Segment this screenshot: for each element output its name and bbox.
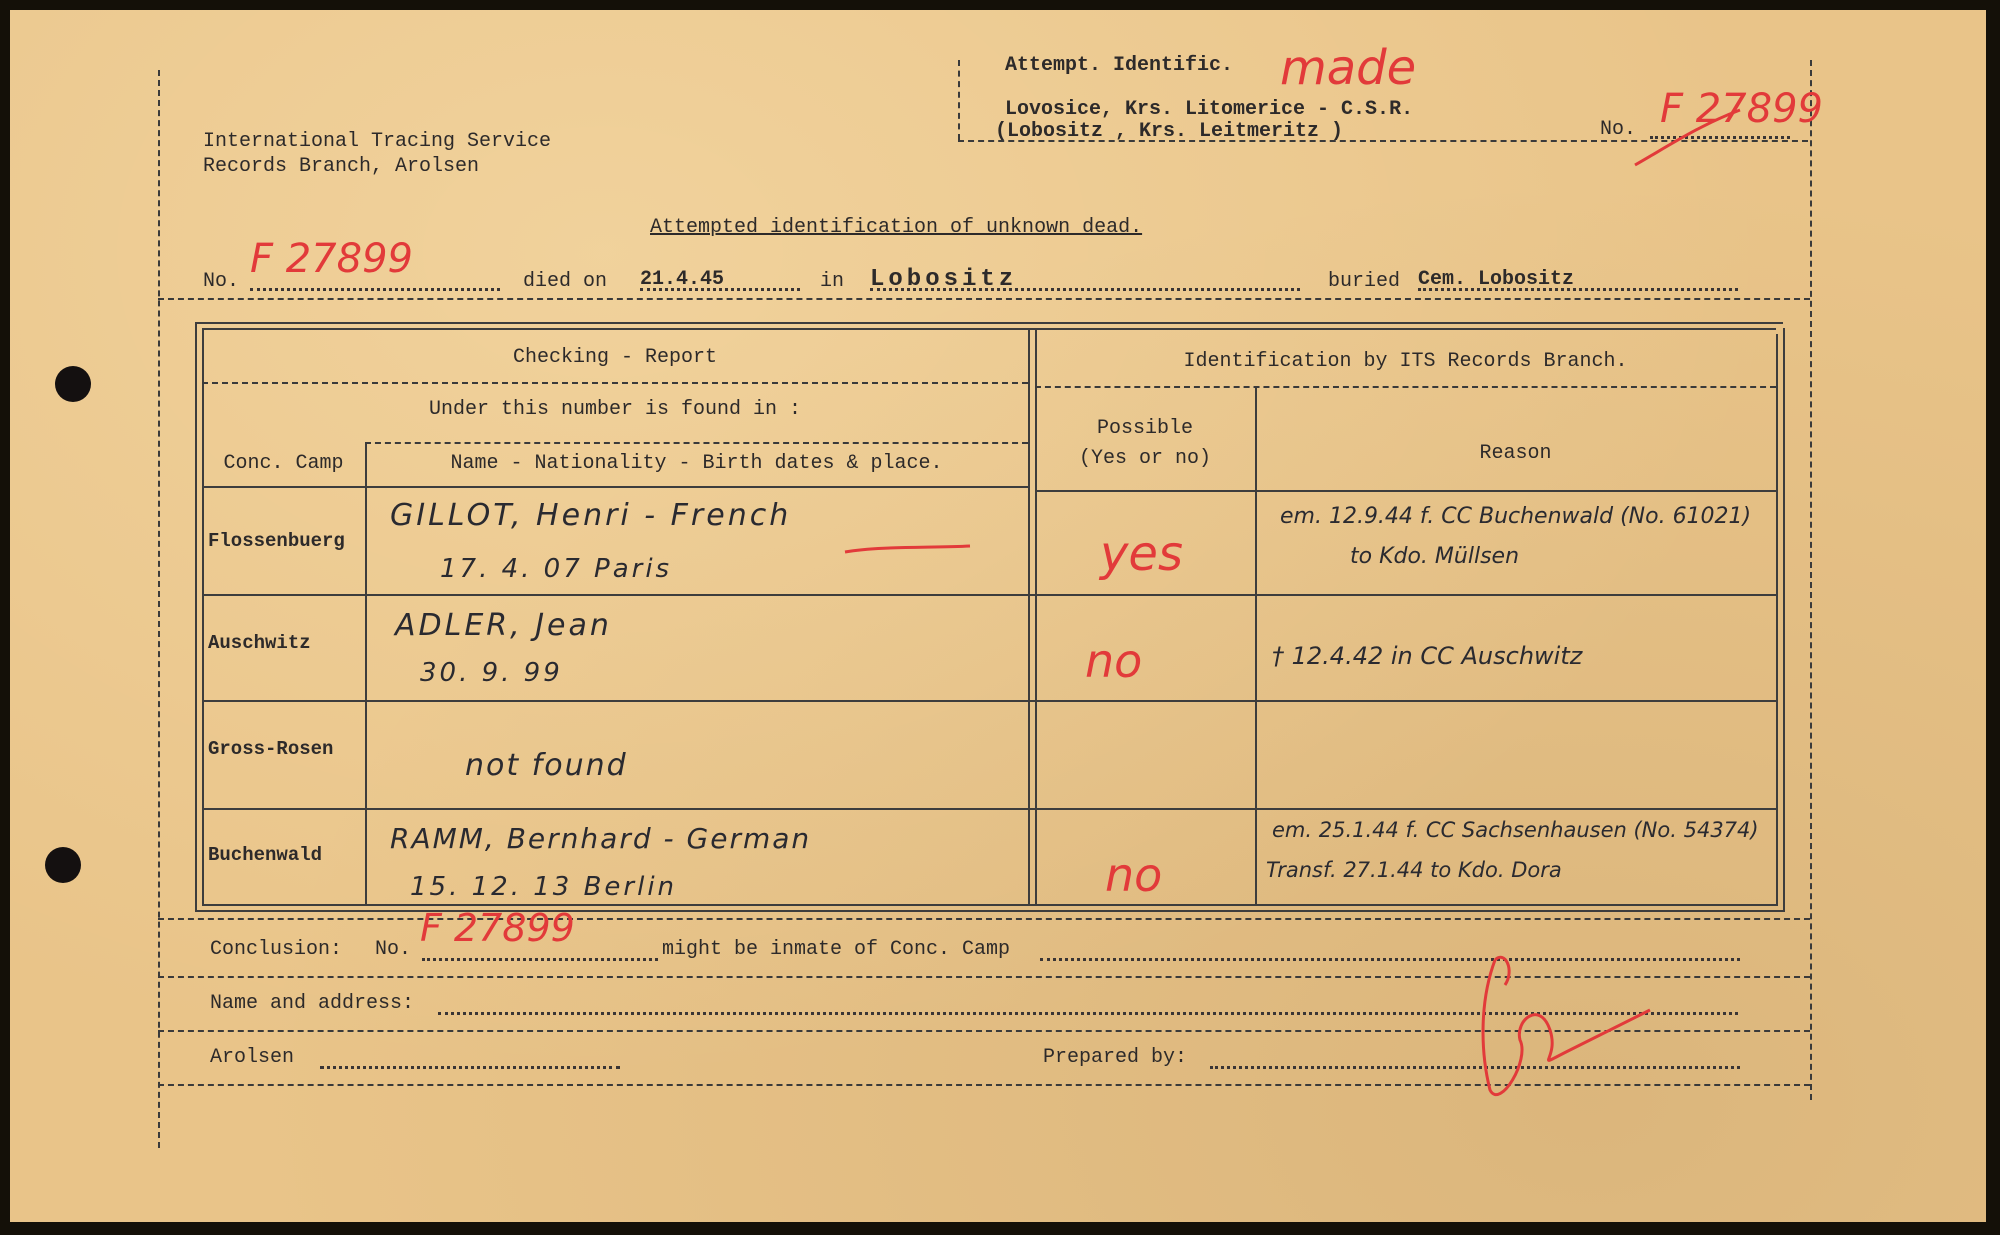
- camp-row-3: Gross-Rosen: [208, 738, 334, 760]
- conclusion-number: F 27899: [420, 906, 575, 950]
- hdr-line-3: [202, 486, 1028, 488]
- org-name-1: International Tracing Service: [203, 130, 552, 153]
- tracing-card: [10, 10, 1986, 1222]
- row-sep-1: [202, 594, 1776, 596]
- conclusion-label: Conclusion:: [210, 938, 343, 961]
- table-right-inner: [1776, 334, 1778, 906]
- hdr-line-1: [202, 382, 1028, 384]
- location-line-1: Lovosice, Krs. Litomerice - C.S.R.: [1005, 98, 1414, 121]
- name-row-3: not found: [465, 748, 628, 783]
- camp-row-1: Flossenbuerg: [208, 530, 345, 552]
- in-label: in: [820, 270, 845, 293]
- table-top-outer: [195, 322, 1783, 324]
- birth-row-4: 15. 12. 13 Berlin: [410, 872, 678, 902]
- name-address-label: Name and address:: [210, 992, 415, 1015]
- no-dots: [250, 288, 500, 291]
- french-underline: [840, 540, 980, 560]
- org-name-2: Records Branch, Arolsen: [203, 155, 480, 178]
- red-signature: [1460, 940, 1660, 1110]
- name-row-2: ADLER, Jean: [395, 608, 612, 643]
- buried-dots: [1418, 288, 1738, 291]
- died-on-date: 21.4.45: [640, 268, 725, 291]
- location-line-2: (Lobositz , Krs. Leitmeritz ): [995, 120, 1344, 143]
- col-possible-line2: (Yes or no): [1078, 447, 1212, 470]
- checking-report-header: Checking - Report: [512, 346, 718, 369]
- row-sep-2: [202, 700, 1776, 702]
- case-number: F 27899: [250, 236, 413, 282]
- col-camp-divider: [365, 442, 367, 906]
- conclusion-text: might be inmate of Conc. Camp: [662, 938, 1011, 961]
- possible-row-4: no: [1105, 848, 1163, 902]
- top-number-strike: [1630, 105, 1750, 175]
- possible-row-2: no: [1085, 634, 1143, 688]
- buried-place: Cem. Lobositz: [1418, 268, 1575, 291]
- reason-row-1-line2: to Kdo. Müllsen: [1350, 544, 1520, 569]
- hdr-line-1b: [1035, 386, 1776, 388]
- hdr-line-2: [365, 442, 1028, 444]
- place-of-death: Lobositz: [870, 266, 1018, 293]
- place-dots: [870, 288, 1300, 291]
- birth-row-1: 17. 4. 07 Paris: [440, 554, 673, 584]
- reason-row-4-line2: Transf. 27.1.44 to Kdo. Dora: [1266, 858, 1562, 882]
- conclusion-no-dots: [422, 958, 658, 961]
- found-in-header: Under this number is found in :: [428, 398, 802, 421]
- prepared-by-label: Prepared by:: [1043, 1046, 1188, 1069]
- buried-label: buried: [1328, 270, 1401, 293]
- row-sep-3: [202, 808, 1776, 810]
- right-border: [1810, 60, 1812, 1100]
- name-row-1: GILLOT, Henri - French: [390, 498, 792, 533]
- no-label-top: No.: [1600, 118, 1637, 141]
- possible-row-1: yes: [1100, 526, 1183, 582]
- col-name: Name - Nationality - Birth dates & place.: [450, 452, 943, 475]
- reason-row-1-line1: em. 12.9.44 f. CC Buchenwald (No. 61021): [1280, 504, 1752, 529]
- arolsen-label: Arolsen: [210, 1046, 295, 1069]
- col-reason: Reason: [1479, 442, 1552, 465]
- hdr-line-3b: [1035, 490, 1776, 492]
- arolsen-dots: [320, 1066, 620, 1069]
- conclusion-top-line: [158, 918, 1810, 920]
- name-row-4: RAMM, Bernhard - German: [390, 822, 812, 855]
- card-title: Attempted identification of unknown dead.: [650, 216, 1143, 239]
- table-center-a: [1028, 328, 1030, 906]
- identification-header: Identification by ITS Records Branch.: [1183, 350, 1628, 373]
- punch-hole-top: [55, 366, 91, 402]
- case-number-top: F 27899: [1660, 86, 1823, 132]
- col-possible-line1: Possible: [1096, 417, 1193, 440]
- attempt-label: Attempt. Identific.: [1005, 54, 1234, 77]
- table-top-inner: [202, 328, 1776, 330]
- reason-row-4-line1: em. 25.1.44 f. CC Sachsenhausen (No. 54374): [1272, 818, 1759, 842]
- conclusion-no-label: No.: [375, 938, 412, 961]
- camp-row-2: Auschwitz: [208, 632, 311, 654]
- header-separator: [158, 298, 1810, 300]
- punch-hole-bottom: [45, 847, 81, 883]
- col-possible: [1035, 414, 1255, 474]
- table-left-outer: [195, 322, 197, 912]
- reason-row-2: † 12.4.42 in CC Auschwitz: [1272, 642, 1583, 670]
- col-conc-camp: Conc. Camp: [223, 452, 344, 475]
- camp-row-4: Buchenwald: [208, 844, 323, 866]
- left-border: [158, 70, 160, 1148]
- attempt-box-left: [958, 60, 960, 140]
- died-dots: [640, 288, 800, 291]
- no-label: No.: [203, 270, 240, 293]
- died-on-label: died on: [523, 270, 608, 293]
- birth-row-2: 30. 9. 99: [420, 658, 563, 688]
- attempt-result: made: [1280, 40, 1417, 96]
- table-right-outer: [1783, 328, 1785, 912]
